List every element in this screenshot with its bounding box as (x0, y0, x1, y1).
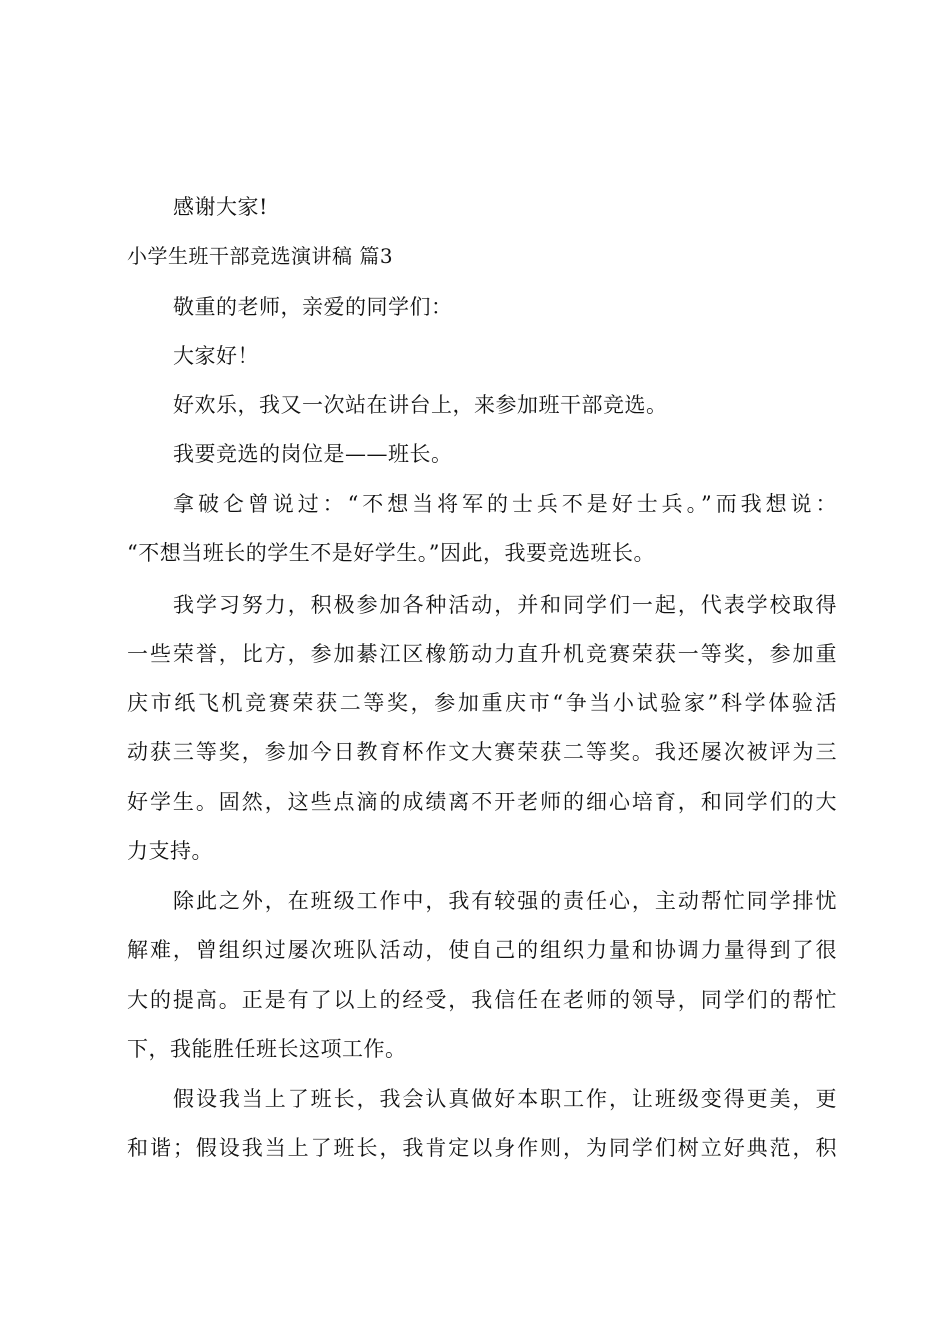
paragraph-line: 和谐；假设我当上了班长，我肯定以身作则，为同学们树立好典范，积 (127, 1136, 837, 1160)
paragraph-line: 大的提高。正是有了以上的经受，我信任在老师的领导，同学们的帮忙 (127, 988, 837, 1012)
closing-line: 感谢大家! (173, 195, 268, 219)
paragraph-line: 除此之外，在班级工作中，我有较强的责任心，主动帮忙同学排忧 (173, 889, 837, 913)
salutation: 敬重的老师，亲爱的同学们： (173, 295, 453, 319)
paragraph-line: 拿破仑曾说过：“不想当将军的士兵不是好士兵。”而我想说： (173, 492, 837, 516)
paragraph-line: 我学习努力，积极参加各种活动，并和同学们一起，代表学校取得 (173, 593, 837, 617)
paragraph-line: 一些荣誉，比方，参加綦江区橡筋动力直升机竞赛荣获一等奖，参加重 (127, 642, 837, 666)
paragraph-line: “不想当班长的学生不是好学生。”因此，我要竞选班长。 (127, 541, 655, 565)
paragraph-line: 好欢乐，我又一次站在讲台上，来参加班干部竞选。 (173, 393, 668, 417)
paragraph-line: 力支持。 (127, 839, 213, 863)
greeting: 大家好！ (173, 344, 259, 368)
paragraph-line: 庆市纸飞机竞赛荣获二等奖，参加重庆市“争当小试验家”科学体验活 (127, 691, 837, 715)
section-title: 小学生班干部竞选演讲稿 篇3 (127, 244, 394, 268)
paragraph-line: 动获三等奖，参加今日教育杯作文大赛荣获二等奖。我还屡次被评为三 (127, 740, 837, 764)
paragraph-line: 解难，曾组织过屡次班队活动，使自己的组织力量和协调力量得到了很 (127, 938, 837, 962)
paragraph-line: 假设我当上了班长，我会认真做好本职工作，让班级变得更美，更 (173, 1087, 837, 1111)
paragraph-line: 下，我能胜任班长这项工作。 (127, 1037, 407, 1061)
paragraph-line: 好学生。固然，这些点滴的成绩离不开老师的细心培育，和同学们的大 (127, 790, 837, 814)
paragraph-line: 我要竞选的岗位是——班长。 (173, 442, 453, 466)
